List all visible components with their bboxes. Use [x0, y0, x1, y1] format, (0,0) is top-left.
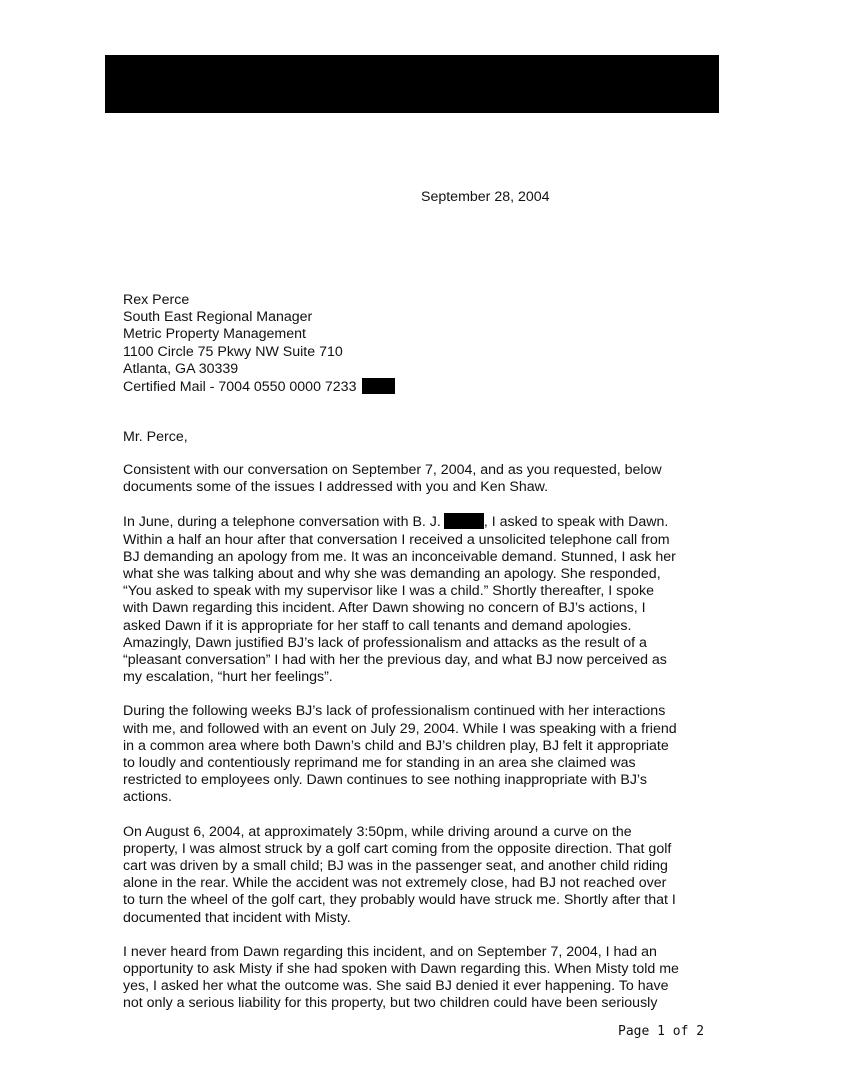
redacted-letterhead — [105, 55, 719, 113]
recipient-address — [123, 292, 395, 396]
salutation: Mr. Perce, — [123, 429, 188, 445]
paragraph — [123, 944, 725, 1013]
text-line: Within a half an hour after that conversation I received a unsolicited telephone call from — [123, 531, 670, 548]
redaction-box — [444, 513, 484, 529]
recipient-city: Atlanta, GA 30339 — [123, 360, 239, 377]
letter-date: September 28, 2004 — [421, 189, 550, 205]
paragraph — [123, 824, 725, 927]
text-line: with Dawn regarding this incident. After Dawn showing no concern of BJ’s actions, I — [123, 600, 646, 617]
text-line: in a common area where both Dawn’s child and BJ’s children play, BJ felt it appropriate — [123, 737, 669, 754]
text-line: alone in the rear. While the accident was not extremely close, had BJ not reached over — [123, 875, 667, 892]
text-line: property, I was almost struck by a golf cart coming from the opposite direction. That golf — [123, 840, 672, 857]
text-segment: , I asked to speak with Dawn. — [483, 514, 669, 531]
text-line: with me, and followed with an event on July 29, 2004. While I was speaking with a friend — [123, 720, 677, 737]
text-line: Consistent with our conversation on September 7, 2004, and as you requested, below — [123, 462, 662, 478]
text-line: opportunity to ask Misty if she had spoken with Dawn regarding this. When Misty told me — [123, 961, 679, 978]
page-number: Page 1 of 2 — [618, 1024, 705, 1039]
paragraph — [123, 513, 725, 686]
recipient-company: Metric Property Management — [123, 326, 306, 343]
recipient-name: Rex Perce — [123, 292, 190, 308]
recipient-street: 1100 Circle 75 Pkwy NW Suite 710 — [123, 343, 343, 360]
text-line: documents some of the issues I addressed with you and Ken Shaw. — [123, 479, 549, 496]
recipient-title: South East Regional Manager — [123, 309, 313, 326]
text-line: not only a serious liability for this property, but two children could have been seriously — [123, 995, 658, 1012]
text-line: On August 6, 2004, at approximately 3:50pm, while driving around a curve on the — [123, 823, 632, 840]
text-line: “You asked to speak with my supervisor like I was a child.” Shortly thereafter, I spoke — [123, 583, 654, 600]
redaction-box — [362, 378, 395, 394]
text-line: my escalation, “hurt her feelings”. — [123, 669, 333, 686]
certified-mail-number: Certified Mail - 7004 0550 0000 7233 — [123, 379, 357, 396]
text-line: asked Dawn if it is appropriate for her staff to call tenants and demand apologies. — [123, 617, 632, 634]
text-line — [123, 513, 725, 531]
text-line: Amazingly, Dawn justified BJ’s lack of professionalism and attacks as the result of a — [123, 634, 647, 651]
certified-mail-line — [123, 378, 395, 396]
paragraph — [123, 462, 725, 496]
text-line: documented that incident with Misty. — [123, 909, 351, 926]
text-line: I never heard from Dawn regarding this incident, and on September 7, 2004, I had an — [123, 943, 657, 960]
text-line: During the following weeks BJ’s lack of professionalism continued with her interactions — [123, 703, 666, 720]
text-segment: In June, during a telephone conversation with B. J. — [123, 514, 441, 531]
text-line: what she was talking about and why she was demanding an apology. She responded, — [123, 566, 661, 583]
text-line: “pleasant conversation” I had with her the previous day, and what BJ now perceived as — [123, 652, 667, 669]
text-line: to loudly and contentiously reprimand me for standing in an area she claimed was — [123, 755, 636, 772]
text-line: BJ demanding an apology from me. It was an inconceivable demand. Stunned, I ask her — [123, 548, 676, 565]
text-line: restricted to employees only. Dawn continues to see nothing inappropriate with BJ’s — [123, 772, 647, 789]
text-line: actions. — [123, 789, 172, 806]
paragraph — [123, 703, 725, 806]
text-line: yes, I asked her what the outcome was. She said BJ denied it ever happening. To have — [123, 978, 669, 995]
text-line: to turn the wheel of the golf cart, they probably would have struck me. Shortly after that I — [123, 892, 676, 909]
text-line: cart was driven by a small child; BJ was in the passenger seat, and another child riding — [123, 858, 668, 875]
letter-body — [123, 462, 725, 1030]
